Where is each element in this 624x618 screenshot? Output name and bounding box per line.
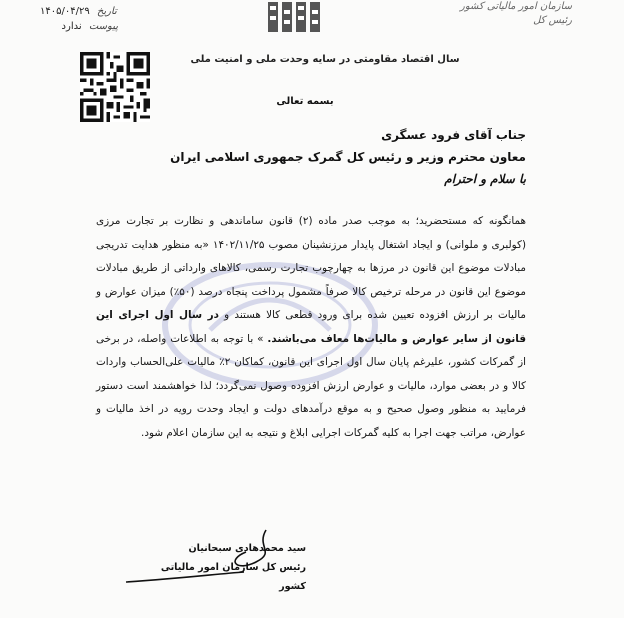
recipient-block: [106, 124, 526, 190]
recipient-title: معاون محترم وزیر و رئیس کل گمرک جمهوری اسلامی ایران: [170, 150, 526, 164]
letter-body: [96, 210, 526, 445]
greeting: با سلام و احترام: [444, 172, 526, 186]
letter-meta: [40, 4, 160, 34]
attachment-row: [40, 19, 118, 34]
signer-name: سید محمدهادی سبحانیان: [188, 543, 306, 554]
date-row: [40, 4, 160, 19]
attachment-value: ندارد: [61, 21, 82, 32]
org-line-2: رئیس کل: [533, 15, 572, 26]
body-paragraph-2: » با توجه به اطلاعات واصله، در برخی از گمرکات کشور، علیرغم پایان سال اول اجرای این قانون، کماکان ۲٪ مالیات علی‌الحساب واردات کالا و در بعضی موارد، مالیات و عوارض ارزش افزوده وصول نمی‌گردد؛ لذا خواهشمند است دستور فرمایید به منظور وصول صحیح و به موقع درآمدهای دولت و ایجاد وحدت رویه در اخذ مالیات و عوارض، مراتب جهت اجرا به کلیه گمرکات اجرایی ابلاغ و نتیجه به این سازمان اعلام شود.: [96, 332, 527, 439]
body-paragraph-1: همانگونه که مستحضرید؛ به موجب صدر ماده (۲) قانون ساماندهی و نظارت بر تجارت مرزی (کولبری و ملوانی) و ایجاد اشتغال پایدار مرزنشینان مصوب ۱۴۰۲/۱۱/۲۵ «به منظور هدایت تدریجی مبادلات موضوع این قانون در مرزها به چهارچوب تجارت رسمی، کالاهای وارداتی از طریق مبادلات موضوع این قانون در مرحله ترخیص کالا صرفاً مشمول پرداخت پنجاه درصد (۵۰٪) میزان عوارض و مالیات بر ارزش افزوده تعیین شده برای ورود قطعی کالا هستند و: [96, 215, 527, 321]
org-line-1: سازمان امور مالیاتی کشور: [460, 1, 572, 12]
signature-block: [156, 539, 306, 596]
bismillah-heading: بسمه تعالی: [276, 96, 334, 107]
date-label: تاریخ: [96, 6, 117, 17]
year-slogan: سال اقتصاد مقاومتی در سایه وحدت ملی و امنیت ملی: [190, 54, 460, 65]
body-emphasis: در سال اول اجرای این قانون از سایر عوارض و مالیات‌ها معاف می‌باشند.: [96, 309, 526, 345]
recipient-name: جناب آقای فرود عسگری: [381, 128, 526, 142]
emblem-logo: [262, 0, 326, 34]
signer-title: رئیس کل سازمان امور مالیاتی کشور: [160, 562, 306, 592]
qr-code: [78, 52, 152, 122]
organization-header: [432, 0, 572, 28]
date-value: ۱۴۰۵/۰۴/۲۹: [40, 6, 90, 17]
attachment-label: پیوست: [88, 21, 118, 32]
